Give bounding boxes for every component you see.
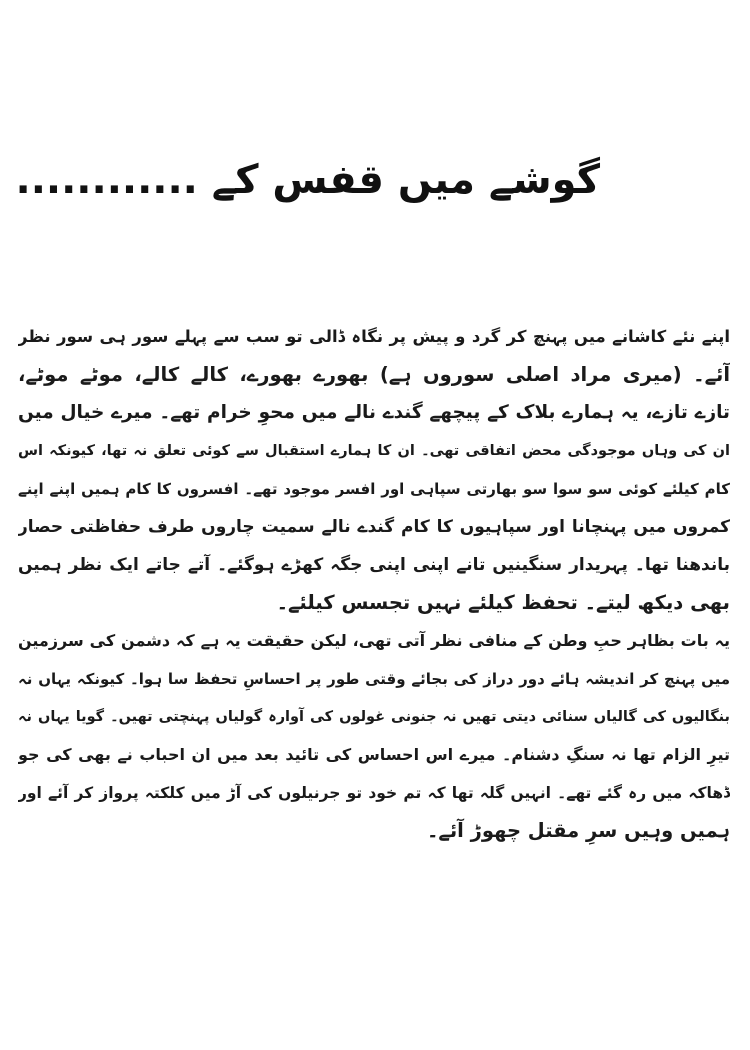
text-line: کام کیلئے کوئی سو سوا سو بھارتی سپاہی اور افسر موجود تھے۔ افسروں کا کام ہمیں اپنے اپنے: [18, 480, 730, 498]
body-text: [18, 318, 730, 850]
text-line: ڈھاکہ میں رہ گئے تھے۔ انہیں گلہ تھا کہ تم خود تو جرنیلوں کی آڑ میں کلکتہ پرواز کر آئے اور: [18, 784, 730, 802]
text-line: بنگالیوں کی گالیاں سنائی دیتی تھیں نہ جنونی غولوں کی آوارہ گولیاں پہنچتی تھیں۔ گویا یہاں نہ: [18, 709, 730, 725]
text-line: یہ بات بظاہر حبِ وطن کے منافی نظر آتی تھی، لیکن حقیقت یہ ہے کہ دشمن کی سرزمین: [18, 631, 730, 650]
text-line: اپنے نئے کاشانے میں پہنچ کر گرد و پیش پر نگاہ ڈالی تو سب سے پہلے سور ہی سور نظر: [18, 327, 730, 346]
chapter-title-dots: ............: [15, 157, 198, 203]
text-line: آئے۔ (میری مراد اصلی سوروں ہے) بھورے بھورے، کالے کالے، موٹے موٹے،: [18, 363, 730, 386]
text-line: کمروں میں پہنچانا اور سپاہیوں کا کام گندے نالے سمیت چاروں طرف حفاظتی حصار: [18, 517, 730, 537]
text-line: تازے تازے، یہ ہمارے بلاک کے پیچھے گندے نالے میں محوِ خرام تھے۔ میرے خیال میں: [18, 402, 730, 423]
chapter-title: [15, 150, 600, 210]
chapter-title-text: گوشے میں قفس کے: [211, 157, 600, 203]
text-line: ان کی وہاں موجودگی محض اتفاقی تھی۔ ان کا ہمارے استقبال سے کوئی تعلق نہ تھا، کیونکہ اس: [18, 443, 730, 459]
paragraph-1: [18, 318, 730, 622]
text-line: میں پہنچ کر اندیشہ ہائے دور دراز کی بجائے وقتی طور پر احساسِ تحفظ سا ہوا۔ کیونکہ یہاں نہ: [18, 670, 730, 688]
paragraph-2: [18, 622, 730, 850]
text-line: تیرِ الزام تھا نہ سنگِ دشنام۔ میرے اس احساس کی تائید بعد میں ان احباب نے بھی کی جو: [18, 745, 730, 764]
text-line: بھی دیکھ لیتے۔ تحفظ کیلئے نہیں تجسس کیلئے۔: [276, 591, 730, 614]
text-line: باندھنا تھا۔ پہریدار سنگینیں تانے اپنی اپنی جگہ کھڑے ہوگئے۔ آتے جاتے ایک نظر ہمیں: [18, 555, 730, 575]
text-line: ہمیں وہیں سرِ مقتل چھوڑ آئے۔: [426, 819, 730, 842]
